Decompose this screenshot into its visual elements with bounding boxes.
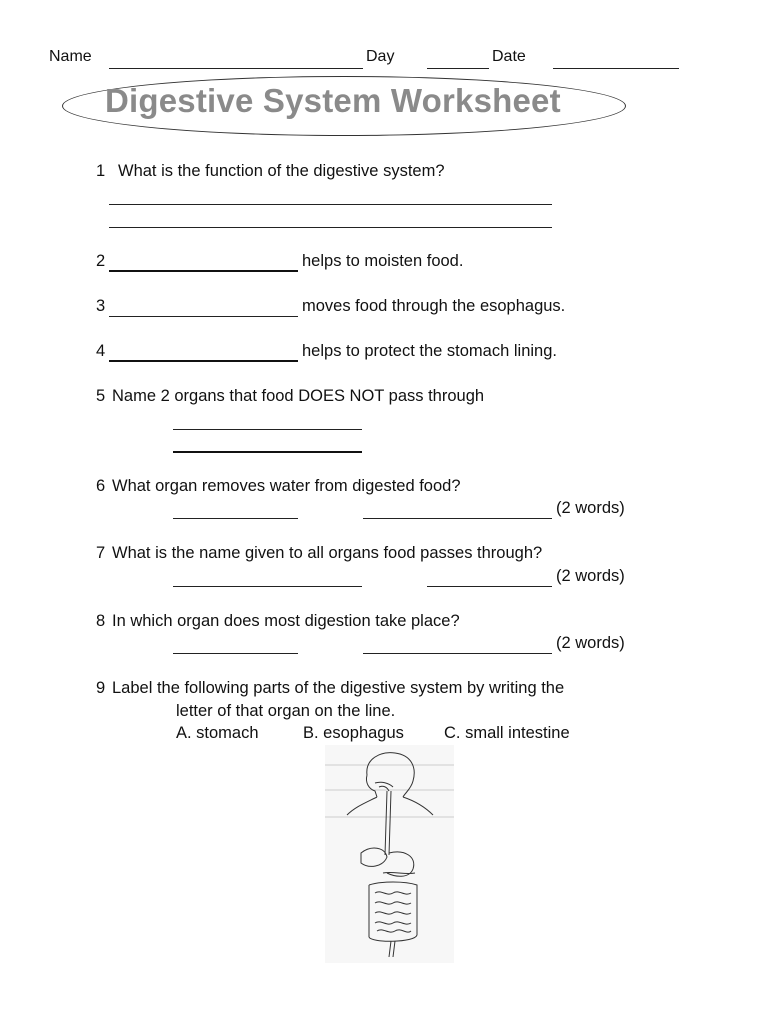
day-line[interactable] (427, 68, 489, 69)
q4-number: 4 (96, 342, 106, 360)
q9-text: Label the following parts of the digestive system by writing the (112, 679, 565, 697)
page-title: Digestive System Worksheet (105, 82, 561, 119)
q7-text: What is the name given to all organs food passes through? (112, 544, 543, 562)
q8-answer-line-1[interactable] (173, 653, 298, 654)
q6-number: 6 (96, 477, 106, 495)
q3-number: 3 (96, 297, 106, 315)
q1-text: What is the function of the digestive system? (118, 162, 445, 180)
q1-number: 1 (96, 162, 106, 180)
date-line[interactable] (553, 68, 679, 69)
q3-text: moves food through the esophagus. (302, 297, 566, 315)
q6-answer-line-2[interactable] (363, 518, 552, 519)
q2-answer-line[interactable] (109, 270, 298, 272)
q2-text: helps to moisten food. (302, 252, 464, 270)
q4-text: helps to protect the stomach lining. (302, 342, 557, 360)
q7-hint: (2 words) (556, 567, 625, 585)
name-label: Name (49, 48, 92, 65)
name-line[interactable] (109, 68, 363, 69)
q1-answer-line-2[interactable] (109, 227, 552, 228)
q8-hint: (2 words) (556, 634, 625, 652)
day-label: Day (366, 48, 395, 65)
digestive-system-illustration (325, 745, 454, 963)
q6-answer-line-1[interactable] (173, 518, 298, 519)
q9-text-cont: letter of that organ on the line. (176, 702, 396, 720)
q4-answer-line[interactable] (109, 360, 298, 362)
q8-number: 8 (96, 612, 106, 630)
label-c-small-intestine: C. small intestine (444, 724, 570, 742)
q7-number: 7 (96, 544, 106, 562)
q6-text: What organ removes water from digested food? (112, 477, 461, 495)
q8-answer-line-2[interactable] (363, 653, 552, 654)
q8-text: In which organ does most digestion take place? (112, 612, 460, 630)
q5-text: Name 2 organs that food DOES NOT pass through (112, 387, 485, 405)
q7-answer-line-2[interactable] (427, 586, 552, 587)
label-a-stomach: A. stomach (176, 724, 259, 742)
q9-number: 9 (96, 679, 106, 697)
q2-number: 2 (96, 252, 106, 270)
q7-answer-line-1[interactable] (173, 586, 362, 587)
date-label: Date (492, 48, 526, 65)
q5-number: 5 (96, 387, 106, 405)
q3-answer-line[interactable] (109, 316, 298, 317)
q5-answer-line-1[interactable] (173, 429, 362, 430)
digestive-system-icon (325, 745, 454, 963)
q5-answer-line-2[interactable] (173, 451, 362, 453)
label-b-esophagus: B. esophagus (303, 724, 404, 742)
q6-hint: (2 words) (556, 499, 625, 517)
q1-answer-line-1[interactable] (109, 204, 552, 205)
